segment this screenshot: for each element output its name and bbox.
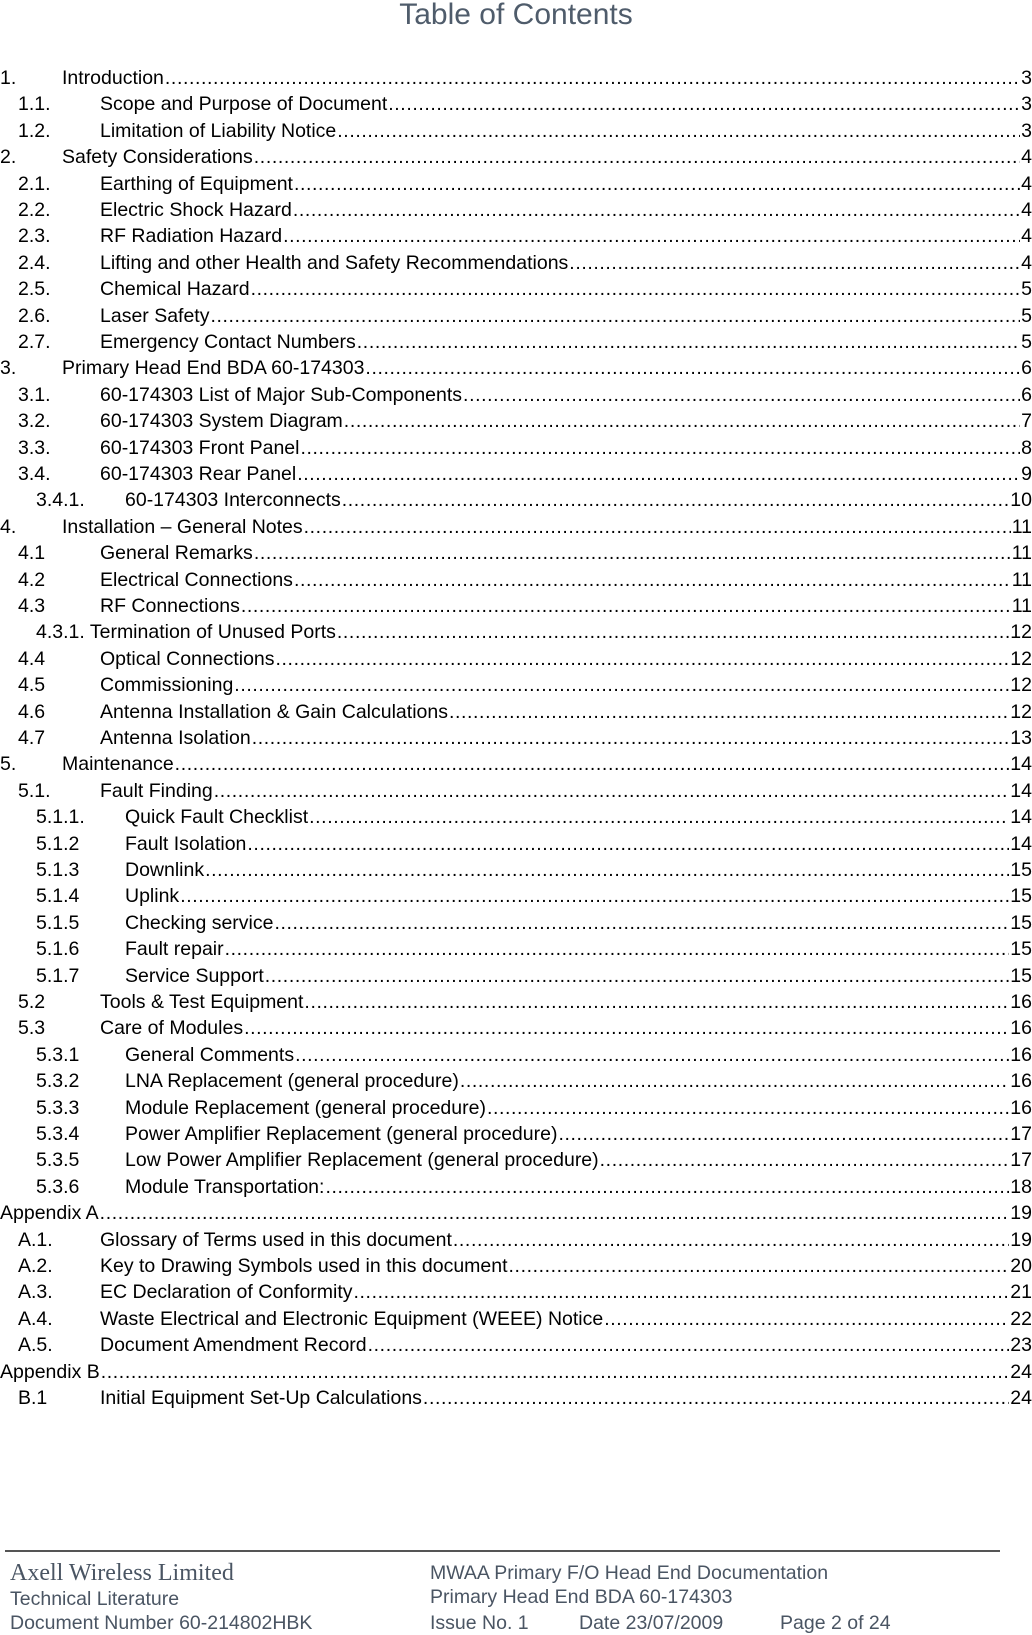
toc-entry-page: 12: [1010, 647, 1032, 670]
toc-entry-number: 5.1.7: [36, 964, 80, 987]
toc-entry-label: Scope and Purpose of Document: [100, 93, 388, 116]
page-number: Page 2 of 24: [780, 1612, 891, 1634]
toc-entry[interactable]: [0, 726, 1032, 752]
toc-entry[interactable]: [0, 462, 1032, 488]
toc-dot-leader: [460, 1069, 1009, 1093]
toc-entry-label: Safety Considerations: [62, 146, 253, 169]
toc-entry-page: 19: [1010, 1202, 1032, 1225]
toc-entry-number: A.4.: [18, 1307, 53, 1330]
toc-entry-number: 1.2.: [18, 119, 51, 142]
toc-entry[interactable]: [0, 752, 1032, 778]
toc-entry-number: 4.7: [18, 727, 46, 749]
toc-entry-page: 11: [1011, 595, 1032, 617]
toc-dot-leader: [254, 145, 1020, 169]
toc-entry[interactable]: [0, 198, 1032, 224]
toc-entry-page: 8: [1021, 436, 1032, 459]
toc-entry[interactable]: [0, 515, 1032, 541]
toc-entry-label: Earthing of Equipment: [100, 172, 293, 195]
toc-entry[interactable]: [0, 805, 1032, 831]
company-name: Axell Wireless Limited: [10, 1560, 234, 1586]
toc-dot-leader: [247, 832, 1009, 856]
toc-entry-page: 4: [1021, 199, 1032, 221]
toc-dot-leader: [100, 1201, 1010, 1225]
toc-entry-label: Care of Modules: [100, 1017, 244, 1040]
toc-dot-leader: [210, 304, 1020, 328]
toc-entry[interactable]: [0, 594, 1032, 620]
toc-dot-leader: [265, 964, 1010, 988]
toc-dot-leader: [274, 911, 1009, 935]
toc-entry-label: Power Amplifier Replacement (general procedure): [125, 1123, 558, 1145]
toc-entry-number: 3.1.: [18, 383, 51, 406]
toc-entry-label: General Remarks: [100, 542, 253, 565]
toc-entry[interactable]: [0, 911, 1032, 937]
toc-entry[interactable]: [0, 937, 1032, 963]
toc-entry-page: 3: [1021, 93, 1032, 116]
toc-dot-leader: [205, 858, 1009, 882]
toc-entry-label: Tools & Test Equipment: [100, 991, 304, 1013]
toc-dot-leader: [283, 224, 1020, 248]
toc-entry-page: 16: [1010, 1070, 1032, 1093]
toc-entry[interactable]: [0, 92, 1032, 118]
toc-entry-number: 5.3.1: [36, 1043, 80, 1066]
toc-entry[interactable]: [0, 488, 1032, 514]
toc-entry-page: 6: [1021, 357, 1032, 380]
toc-entry-label: Service Support: [125, 964, 264, 987]
toc-entry-label: Electrical Connections: [100, 568, 293, 591]
toc-entry-label: Fault Finding: [100, 779, 213, 802]
toc-entry-number: 4.3: [18, 595, 46, 617]
toc-entry-page: 3: [1021, 67, 1032, 89]
toc-entry-number: 5.1.4: [36, 885, 80, 908]
toc-entry-label: Waste Electrical and Electronic Equipment (WEEE) Notice: [100, 1307, 604, 1330]
toc-entry-number: 2.4.: [18, 251, 51, 274]
toc-entry-number: 5.3.2: [36, 1070, 80, 1093]
toc-entry[interactable]: [0, 964, 1032, 990]
toc-dot-leader: [300, 436, 1020, 460]
document-title: MWAA Primary F/O Head End Documentation: [430, 1562, 829, 1584]
toc-entry-page: 11: [1011, 542, 1032, 565]
toc-entry-label: Key to Drawing Symbols used in this document: [100, 1255, 508, 1277]
toc-entry-page: 4: [1021, 251, 1032, 274]
product-name: Primary Head End BDA 60-174303: [430, 1586, 733, 1608]
toc-dot-leader: [600, 1148, 1010, 1172]
toc-entry-page: 16: [1010, 1017, 1032, 1040]
toc-entry-page: 19: [1010, 1228, 1032, 1251]
toc-entry-number: A.1.: [18, 1228, 53, 1251]
toc-dot-leader: [251, 277, 1021, 301]
toc-entry-page: 17: [1010, 1149, 1032, 1172]
toc-entry[interactable]: [0, 1043, 1032, 1069]
toc-dot-leader: [388, 92, 1020, 116]
toc-entry-label: Document Amendment Record: [100, 1334, 367, 1357]
toc-entry-page: 23: [1010, 1334, 1032, 1357]
toc-entry-page: 17: [1010, 1123, 1032, 1145]
toc-entry-label: Limitation of Liability Notice: [100, 119, 337, 142]
toc-dot-leader: [304, 515, 1011, 539]
toc-entry-label: General Comments: [125, 1043, 295, 1066]
toc-entry-page: 3: [1021, 119, 1032, 142]
issue-date: Date 23/07/2009: [579, 1612, 724, 1634]
toc-entry-label: Module Replacement (general procedure): [125, 1096, 486, 1119]
toc-entry-number: 2.5.: [18, 278, 51, 301]
toc-dot-leader: [337, 620, 1009, 644]
toc-entry-label: Installation – General Notes: [62, 515, 303, 538]
toc-dot-leader: [180, 884, 1009, 908]
toc-entry[interactable]: [0, 1016, 1032, 1042]
toc-entry-number: 3.4.1.: [36, 489, 85, 512]
toc-dot-leader: [604, 1307, 1009, 1331]
toc-entry-number: 5.1.6: [36, 938, 80, 961]
toc-dot-leader: [357, 330, 1020, 354]
toc-dot-leader: [423, 1386, 1009, 1410]
toc-entry-number: 4.: [0, 515, 17, 538]
toc-entry[interactable]: [0, 1307, 1032, 1333]
toc-dot-leader: [276, 647, 1010, 671]
issue-number: Issue No. 1: [430, 1612, 529, 1634]
toc-entry-page: 21: [1010, 1281, 1032, 1304]
toc-dot-leader: [225, 937, 1010, 961]
toc-dot-leader: [309, 805, 1009, 829]
toc-entry-page: 15: [1010, 885, 1032, 908]
toc-entry[interactable]: [0, 673, 1032, 699]
toc-entry-page: 11: [1011, 568, 1032, 591]
toc-entry-page: 4: [1021, 146, 1032, 169]
toc-entry-page: 13: [1010, 727, 1032, 749]
toc-entry[interactable]: [0, 779, 1032, 805]
toc-entry-number: 5.: [0, 753, 17, 776]
toc-entry[interactable]: [0, 1360, 1032, 1386]
toc-entry[interactable]: [0, 172, 1032, 198]
toc-entry[interactable]: [0, 66, 1032, 92]
toc-entry-page: 7: [1021, 410, 1032, 433]
toc-entry-number: 3.3.: [18, 436, 51, 459]
toc-dot-leader: [297, 462, 1020, 486]
toc-entry-label: 4.3.1. Termination of Unused Ports: [36, 621, 336, 644]
toc-entry-label: Antenna Installation & Gain Calculations: [100, 700, 448, 723]
toc-entry-number: 2.: [0, 146, 17, 169]
toc-entry-number: 5.1.2: [36, 832, 80, 855]
toc-entry-number: A.5.: [18, 1334, 53, 1357]
toc-entry[interactable]: [0, 356, 1032, 382]
toc-entry-label: Uplink: [125, 885, 180, 908]
toc-entry-page: 11: [1011, 515, 1032, 538]
toc-entry-number: 5.3.6: [36, 1175, 80, 1198]
toc-entry[interactable]: [0, 1254, 1032, 1280]
toc-entry[interactable]: [0, 1280, 1032, 1306]
toc-entry[interactable]: [0, 277, 1032, 303]
toc-entry-page: 6: [1021, 383, 1032, 406]
toc-entry-label: Low Power Amplifier Replacement (general procedure): [125, 1149, 599, 1172]
toc-entry-number: 5.3.5: [36, 1149, 80, 1172]
toc-entry-label: Chemical Hazard: [100, 278, 250, 301]
toc-entry-page: 12: [1010, 621, 1032, 644]
toc-entry[interactable]: [0, 700, 1032, 726]
toc-entry-number: 5.1.3: [36, 859, 80, 881]
toc-entry[interactable]: [0, 436, 1032, 462]
toc-entry-label: Electric Shock Hazard: [100, 199, 292, 221]
toc-dot-leader: [214, 779, 1010, 803]
toc-entry-number: 2.6.: [18, 304, 51, 327]
toc-dot-leader: [241, 594, 1011, 618]
toc-entry-page: 5: [1021, 331, 1032, 353]
toc-dot-leader: [509, 1254, 1010, 1278]
toc-entry-label: Laser Safety: [100, 304, 210, 327]
toc-entry-number: 5.1.: [18, 779, 51, 802]
literature-label: Technical Literature: [10, 1588, 180, 1610]
toc-entry-number: 5.1.5: [36, 911, 80, 934]
toc-entry-label: Fault Isolation: [125, 832, 247, 855]
toc-entry-number: 4.6: [18, 700, 46, 723]
toc-entry[interactable]: [0, 1122, 1032, 1148]
toc-entry-number: 5.3: [18, 1017, 46, 1040]
toc-entry[interactable]: [0, 1333, 1032, 1359]
toc-entry-label: Appendix B: [0, 1360, 100, 1383]
toc-entry-number: 4.1: [18, 542, 46, 565]
toc-entry[interactable]: [0, 832, 1032, 858]
toc-entry[interactable]: [0, 383, 1032, 409]
toc-entry-label: 60-174303 Front Panel: [100, 436, 300, 459]
toc-entry-page: 4: [1021, 225, 1032, 248]
toc-dot-leader: [244, 1016, 1009, 1040]
toc-entry-number: 2.1.: [18, 172, 51, 195]
toc-entry-number: 5.3.4: [36, 1123, 80, 1145]
toc-entry-page: 14: [1010, 806, 1032, 829]
toc-dot-leader: [304, 990, 1009, 1014]
footer-divider: [5, 1550, 1000, 1552]
toc-entry[interactable]: [0, 1228, 1032, 1254]
toc-entry-page: 24: [1010, 1387, 1032, 1409]
toc-entry-page: 14: [1010, 832, 1032, 855]
toc-entry-label: Checking service: [125, 911, 274, 934]
toc-entry-label: Fault repair: [125, 938, 224, 961]
toc-entry-number: 3.2.: [18, 410, 51, 433]
toc-entry-label: RF Connections: [100, 595, 240, 617]
toc-entry-page: 5: [1021, 304, 1032, 327]
toc-entry-page: 12: [1010, 700, 1032, 723]
toc-entry-number: 4.4: [18, 647, 46, 670]
toc-entry-label: Initial Equipment Set-Up Calculations: [100, 1387, 422, 1409]
toc-entry-label: Commissioning: [100, 674, 234, 697]
toc-entry-label: Introduction: [62, 67, 164, 89]
toc-entry-label: Emergency Contact Numbers: [100, 331, 356, 353]
toc-entry-label: 60-174303 Rear Panel: [100, 463, 297, 485]
document-number: Document Number 60-214802HBK: [10, 1612, 313, 1634]
toc-entry-page: 15: [1010, 964, 1032, 987]
toc-entry-number: 3.: [0, 357, 17, 380]
toc-dot-leader: [368, 1333, 1010, 1357]
toc-entry-number: 5.3.3: [36, 1096, 80, 1119]
toc-entry[interactable]: [0, 224, 1032, 250]
toc-dot-leader: [294, 172, 1020, 196]
toc-entry[interactable]: [0, 1148, 1032, 1174]
toc-entry[interactable]: [0, 884, 1032, 910]
toc-dot-leader: [354, 1280, 1010, 1304]
toc-entry-page: 12: [1010, 674, 1032, 697]
toc-dot-leader: [342, 488, 1010, 512]
toc-entry[interactable]: [0, 1386, 1032, 1412]
toc-entry-number: 4.5: [18, 674, 46, 697]
toc-entry-label: EC Declaration of Conformity: [100, 1281, 353, 1304]
toc-dot-leader: [365, 356, 1020, 380]
toc-entry-number: B.1: [18, 1387, 48, 1409]
toc-entry[interactable]: [0, 620, 1032, 646]
toc-entry-page: 15: [1010, 859, 1032, 881]
toc-entry-page: 4: [1021, 172, 1032, 195]
toc-entry[interactable]: [0, 1201, 1032, 1227]
toc-entry-page: 15: [1010, 911, 1032, 934]
toc-entry-page: 18: [1010, 1175, 1032, 1198]
page-title: Table of Contents: [399, 0, 633, 31]
toc-dot-leader: [165, 66, 1020, 90]
toc-entry[interactable]: [0, 1096, 1032, 1122]
toc-entry-number: 1.: [0, 67, 17, 89]
toc-entry-label: Antenna Isolation: [100, 727, 251, 749]
toc-entry[interactable]: [0, 568, 1032, 594]
toc-entry[interactable]: [0, 541, 1032, 567]
toc-entry-number: 5.2: [18, 991, 46, 1013]
toc-entry-page: 22: [1010, 1307, 1032, 1330]
toc-entry-label: Maintenance: [62, 753, 174, 776]
toc-entry-label: Quick Fault Checklist: [125, 806, 309, 829]
toc-dot-leader: [101, 1360, 1010, 1384]
toc-entry-number: 2.7.: [18, 331, 51, 353]
toc-entry-label: 60-174303 List of Major Sub-Components: [100, 383, 463, 406]
toc-entry[interactable]: [0, 145, 1032, 171]
toc-dot-leader: [558, 1122, 1009, 1146]
toc-entry-label: Downlink: [125, 859, 205, 881]
toc-dot-leader: [252, 726, 1010, 750]
toc-entry-number: 3.4.: [18, 463, 51, 485]
toc-entry-page: 9: [1021, 463, 1032, 485]
toc-dot-leader: [569, 251, 1020, 275]
toc-dot-leader: [234, 673, 1009, 697]
toc-entry-number: 4.2: [18, 568, 46, 591]
toc-dot-leader: [337, 119, 1020, 143]
toc-entry-label: Appendix A: [0, 1202, 99, 1225]
toc-entry-number: 5.1.1.: [36, 806, 85, 829]
toc-entry-label: 60-174303 Interconnects: [125, 489, 341, 512]
toc-entry[interactable]: [0, 304, 1032, 330]
toc-dot-leader: [453, 1228, 1009, 1252]
toc-entry-label: 60-174303 System Diagram: [100, 410, 343, 433]
toc-dot-leader: [254, 541, 1011, 565]
toc-entry-label: Primary Head End BDA 60-174303: [62, 357, 365, 380]
toc-dot-leader: [344, 409, 1020, 433]
toc-dot-leader: [325, 1175, 1009, 1199]
toc-entry-page: 16: [1010, 991, 1032, 1013]
toc-entry[interactable]: [0, 647, 1032, 673]
toc-entry-number: 2.2.: [18, 199, 51, 221]
toc-dot-leader: [449, 700, 1009, 724]
toc-entry[interactable]: [0, 119, 1032, 145]
toc-entry-page: 16: [1010, 1043, 1032, 1066]
toc-entry[interactable]: [0, 330, 1032, 356]
toc-entry-label: Module Transportation:: [125, 1175, 325, 1198]
toc-entry-page: 24: [1010, 1360, 1032, 1383]
toc-entry[interactable]: [0, 409, 1032, 435]
toc-entry-page: 14: [1010, 779, 1032, 802]
toc-entry[interactable]: [0, 990, 1032, 1016]
toc-entry-page: 14: [1010, 753, 1032, 776]
toc-entry-label: Optical Connections: [100, 647, 275, 670]
toc-dot-leader: [463, 383, 1020, 407]
toc-entry[interactable]: [0, 1069, 1032, 1095]
toc-dot-leader: [293, 198, 1020, 222]
toc-entry-page: 16: [1010, 1096, 1032, 1119]
toc-dot-leader: [175, 752, 1010, 776]
toc-entry[interactable]: [0, 858, 1032, 884]
toc-entry-label: LNA Replacement (general procedure): [125, 1070, 459, 1093]
toc-dot-leader: [294, 568, 1011, 592]
toc-entry-number: A.3.: [18, 1281, 53, 1304]
toc-dot-leader: [295, 1043, 1009, 1067]
toc-entry-page: 10: [1010, 489, 1032, 512]
toc-entry[interactable]: [0, 1175, 1032, 1201]
toc-entry-number: 1.1.: [18, 93, 51, 116]
toc-entry-page: 20: [1010, 1255, 1032, 1277]
toc-entry-label: Glossary of Terms used in this document: [100, 1228, 452, 1251]
toc-entry-page: 5: [1021, 278, 1032, 301]
toc-entry[interactable]: [0, 251, 1032, 277]
toc-entry-page: 15: [1010, 938, 1032, 961]
toc-entry-label: RF Radiation Hazard: [100, 225, 283, 248]
toc-entry-number: A.2.: [18, 1255, 53, 1277]
toc-entry-number: 2.3.: [18, 225, 51, 248]
toc-dot-leader: [487, 1096, 1009, 1120]
toc-entry-label: Lifting and other Health and Safety Recommendations: [100, 251, 569, 274]
